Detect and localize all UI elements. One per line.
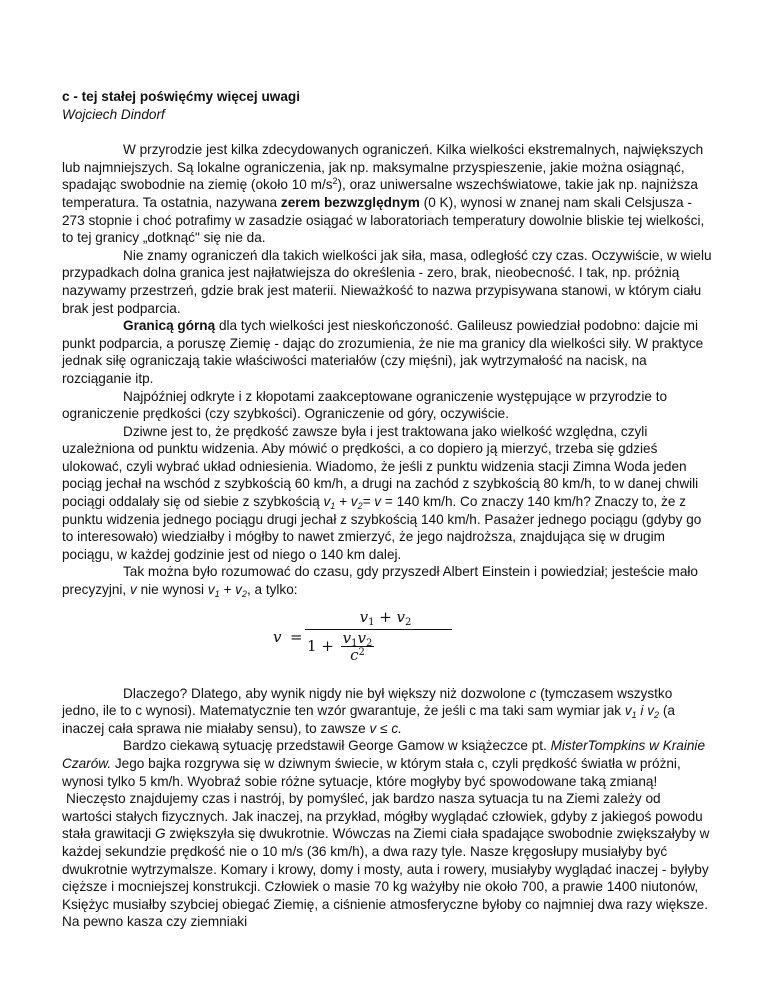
num-v1: v: [359, 607, 369, 626]
num-v2: v: [396, 607, 406, 626]
den-power: 2: [358, 646, 365, 658]
p1-text-b: ), oraz uniwersalne wszechświatowe, takie jak np. najniższa temperatura. Ta ostatnia, nazywana: [62, 177, 698, 210]
paragraph-7: [62, 685, 712, 738]
p6-text-a: Tak można było rozumować do czasu, gdy przyszedł Albert Einstein i powiedział; jesteście mało precyzyjni,: [62, 564, 698, 598]
article-title: c - tej stałej poświęćmy więcej uwagi: [62, 89, 300, 104]
paragraph-6: [62, 563, 712, 598]
p5-var-v: v: [374, 494, 382, 510]
p7-text-b: (tymczasem wszystko jedno, ile to c wynosi). Matematycznie ten wzór gwarantuje, że jeśli c ma taki sam wymiar jak: [62, 685, 673, 719]
num-plus: +: [374, 607, 397, 626]
p6-var-v1: v: [207, 582, 215, 598]
p6-var-v2: v: [235, 582, 242, 598]
paragraph-2: Nie znamy ograniczeń dla takich wielkości jak siła, masa, odległość czy czas. Oczywiście, w wielu przypadkach dolna granica jest najłatwiejsza do określenia - zero, brak, nieobecność. I tak, np. próżnią nazywamy przestrzeń, gdzie brak jest materii. Nieważkość to nazwa przypisywana stanowi, w którym ciału brak jest podparcia.: [62, 247, 712, 316]
formula-equals: =: [290, 627, 303, 646]
p5-sub-2: 2: [357, 501, 363, 512]
velocity-addition-formula: [62, 609, 712, 667]
formula-denominator: [307, 628, 374, 664]
den-c: c: [350, 645, 359, 664]
p7-text-a: Dlaczego? Dlatego, aby wynik nigdy nie był większy niż dozwolone: [123, 685, 530, 701]
formula-lhs: v: [273, 627, 282, 646]
den-sub-1: 1: [351, 637, 358, 649]
p8-book-title: MisterTompkins w Krainie Czarów.: [62, 738, 706, 771]
p9-text-a: Nieczęsto znajdujemy czas i nastrój, by pomyśleć, jak bardzo nasza sytuacja tu na Ziemi zależy od wartości stałych fizycznych. Jak inaczej, na przykład, mógłby wyglądać człowiek, gdyby z jakiegoś powodu stała grawitacji: [62, 791, 703, 842]
den-v2: v: [357, 628, 366, 647]
paragraph-9: [62, 790, 712, 931]
p1-bold-term: zerem bezwzględnym: [280, 194, 420, 210]
p3-bold-term: Granicą górną: [123, 318, 216, 334]
formula-fraction-bar: [305, 629, 452, 630]
p1-text-c: (0 K), wynosi w znanej nam skali Celsjusza - 273 stopnie i choć potrafimy w zasadzie osiągać w laboratoriach temperatury dowolnie bliskie tej wielkości, to tej granicy „dotknąć" się nie da.: [62, 194, 705, 246]
article-author: Wojciech Dindorf: [62, 106, 165, 122]
p7-italic-and-v2: i v: [636, 703, 655, 719]
num-sub-2: 2: [405, 616, 412, 628]
p6-var-v: v: [130, 582, 137, 598]
p8-text-b: Jego bajka rozgrywa się w dziwnym świecie, w którym stała c, czyli prędkość światła w próżni, wynosi tylko 5 km/h. Wyobraź sobie różne sytuacje, które mogłyby być spowodowane taką zmianą!: [62, 756, 681, 789]
p3-text: dla tych wielkości jest nieskończoność. Galileusz powiedział podobno: dajcie mi punkt podparcia, a poruszę Ziemię - dając do zrozumienia, że nie ma granicy dla wielkości siły. W praktyce jednak siłę ograniczają takie właściwości materiałów (czy mięśni), jak wytrzymałość na nacisk, na rozciąganie itp.: [62, 318, 704, 386]
paragraph-4: Najpóźniej odkryte i z kłopotami zaakceptowane ograniczenie występujące w przyrodzie to ograniczenie prędkości (czy szybkości). Ograniczenie od góry, oczywiście.: [62, 388, 668, 422]
p7-sub-2: 2: [654, 710, 660, 721]
paragraph-3: [62, 317, 712, 387]
paragraph-5: [62, 423, 712, 564]
den-v1: v: [342, 628, 352, 647]
p9-text-b: zwiększyła się dwukrotnie. Wówczas na Ziemi ciała spadające swobodnie zwiększałyby w każdej sekundzie prędkość nie o 10 m/s (36 km/h), a dwa razy tyle. Nasze kręgosłupy musiałyby być dwukrotnie wytrzymalsze. Komary i krowy, domy i mosty, auta i rowery, musiałyby wyglądać inaczej - byłyby cięższe i mocniejszej konstrukcji. Człowiek o masie 70 kg ważyłby nie około 700, a prawie 1400 niutonów, Księżyc musiałby szybciej obiegać Ziemię, a ciśnienie atmosferyczne byłoby co najmniej dwa razy większe. Na pewno kasza czy ziemniaki: [62, 826, 710, 930]
p7-sub-1: 1: [631, 710, 637, 721]
p9-var-g: G: [154, 826, 166, 842]
p5-var-v1: v: [323, 494, 331, 510]
den-one-plus: 1 +: [307, 636, 339, 655]
p5-var-v2: v: [350, 494, 358, 510]
paragraph-8: [62, 737, 712, 790]
den-inner-numerator: [341, 628, 375, 649]
p7-var-v1: v: [624, 703, 632, 719]
p6-text-b: nie wynosi: [136, 582, 208, 598]
paragraph-1: [62, 141, 712, 247]
p5-text-a: Dziwne jest to, że prędkość zawsze była i jest traktowana jako wielkość względna, czyli uzależniona od punktu widzenia. Aby mówić o prędkości, a co dopiero ją mierzyć, trzeba się gdzieś ulokować, czyli wybrać układ odniesienia. Wiadomo, że jeśli z punktu widzenia stacji Zimna Woda jeden pociąg jechał na wschód z szybkością 60 km/h, a drugi na zachód z szybkością 80 km/h, to w danej chwili pociągi oddalały się od siebie z szybkością: [62, 423, 699, 510]
article: [62, 88, 712, 931]
p6-sub-2: 2: [241, 589, 247, 600]
den-inner-fraction: [341, 628, 375, 664]
p6-plus: +: [219, 582, 236, 598]
den-sub-2: 2: [366, 637, 373, 649]
den-inner-denominator: [341, 647, 375, 663]
p5-sub-1: 1: [330, 501, 336, 512]
p5-eq: =: [362, 494, 375, 510]
p6-text-c: , a tylko:: [246, 582, 298, 598]
p6-sub-1: 1: [214, 589, 220, 600]
p1-text-a: W przyrodzie jest kilka zdecydowanych ograniczeń. Kilka wielkości ekstremalnych, największych lub najmniejszych. Są lokalne ograniczenia, jak np. maksymalne przyspieszenie, jakie można osiągnąć, spadając swobodnie na ziemię (około 10 m/s: [62, 142, 704, 193]
p5-text-b: = 140 km/h. Co znaczy 140 km/h? Znaczy to, że z punktu widzenia jednego pociągu drugi jechał z szybkością 140 km/h. Pasażer jednego pociągu (gdyby go to interesowało) wiedziałby i mógłby to nawet zmierzyć, że jego najdroższa, znajdująca się w drugim pociągu, w każdej godzinie jest od niego o 140 km dalej.: [62, 494, 702, 562]
p7-var-c: c: [529, 685, 537, 701]
num-sub-1: 1: [368, 616, 375, 628]
p7-inequality: v ≤ c.: [369, 720, 402, 736]
p1-superscript: 2: [332, 176, 338, 187]
formula-numerator: [318, 609, 453, 627]
p8-text-a: Bardzo ciekawą sytuację przedstawił George Gamow w książeczce pt.: [123, 738, 551, 754]
p7-text-d: (a inaczej cała sprawa nie miałaby sensu), to zawsze: [62, 703, 675, 736]
p5-plus: +: [335, 494, 351, 510]
